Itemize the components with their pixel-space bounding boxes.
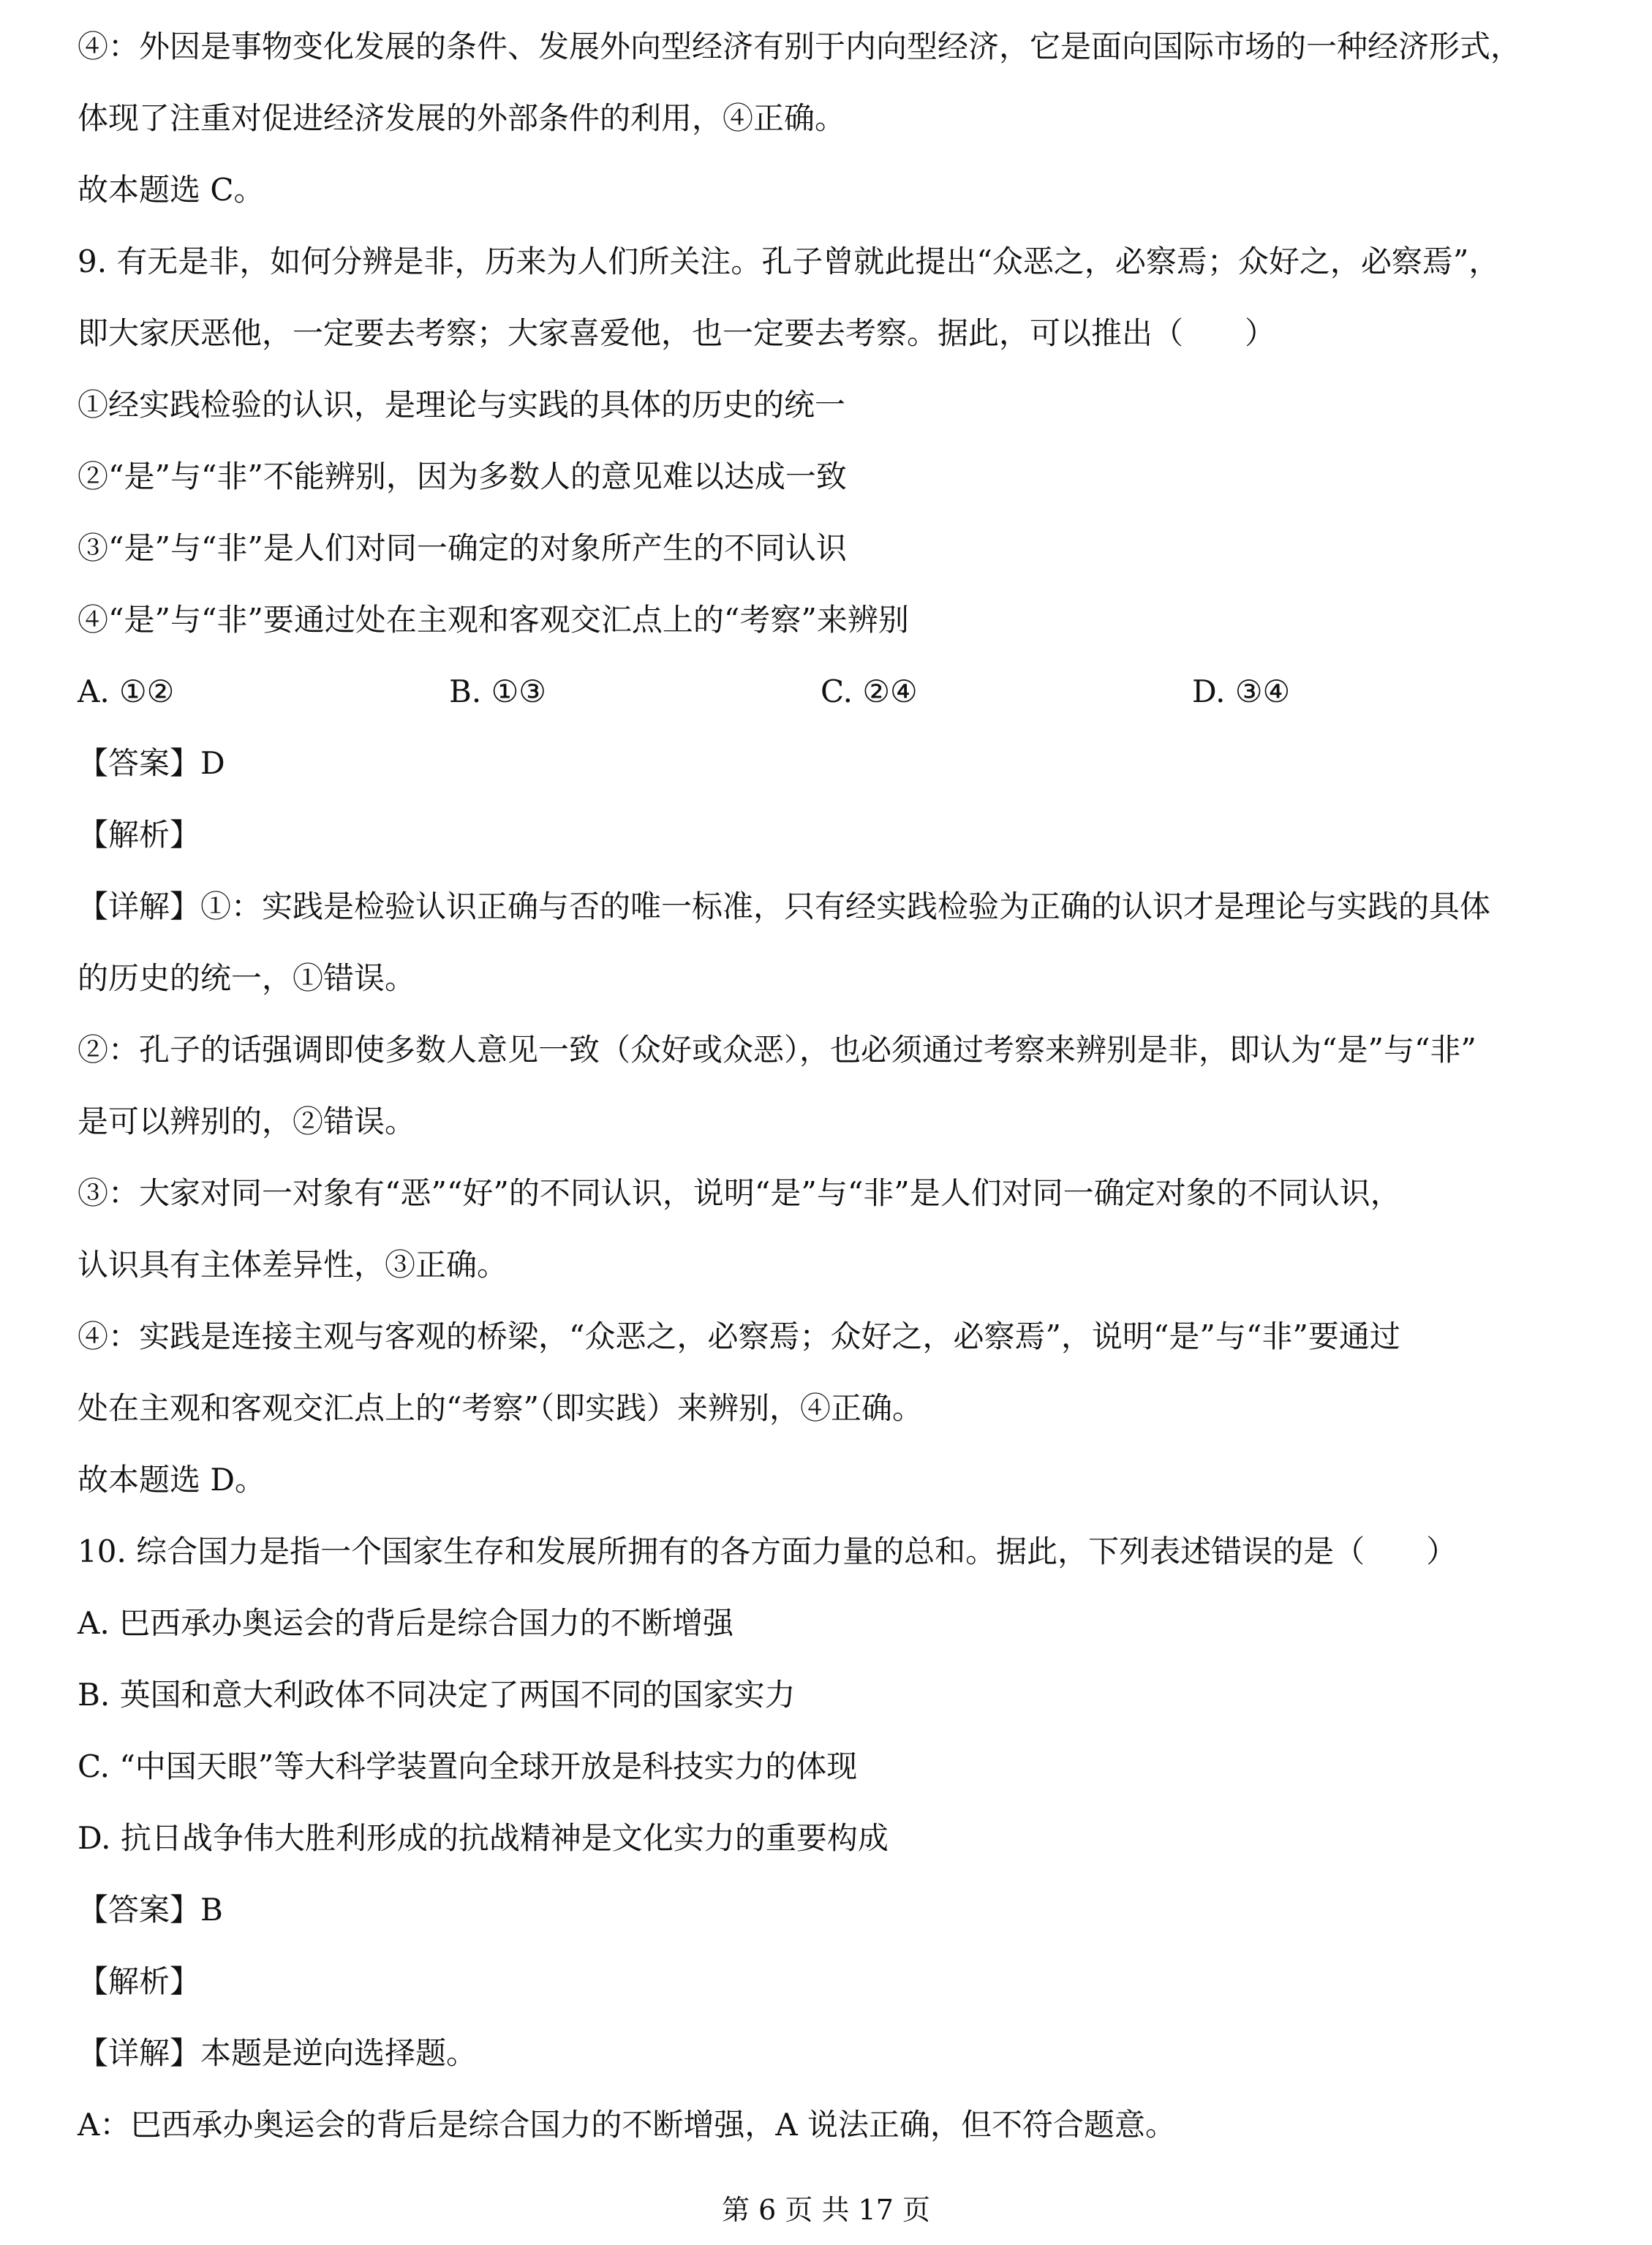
text-line: ④：外因是事物变化发展的条件、发展外向型经济有别于内向型经济，它是面向国际市场的一种经济形式， bbox=[78, 29, 1522, 64]
page-number-footer: 第 6 页 共 17 页 bbox=[722, 2194, 930, 2226]
question-9-statement: ④“是”与“非”要通过处在主观和客观交汇点上的“考察”来辨别 bbox=[78, 602, 909, 638]
question-9-option-d: D. ③④ bbox=[1192, 674, 1291, 709]
explanation-line: 是可以辨别的，②错误。 bbox=[78, 1103, 416, 1139]
question-9-statement: ③“是”与“非”是人们对同一确定的对象所产生的不同认识 bbox=[78, 530, 847, 566]
answer-label: 【答案】D bbox=[78, 745, 225, 781]
explanation-line: ④：实践是连接主观与客观的桥梁，“众恶之，必察焉；众好之，必察焉”，说明“是”与“非”要通过 bbox=[78, 1318, 1400, 1354]
question-9-option-c: C. ②④ bbox=[821, 674, 918, 709]
question-10-option-a: A. 巴西承办奥运会的背后是综合国力的不断增强 bbox=[78, 1605, 734, 1641]
question-9-statement: ①经实践检验的认识，是理论与实践的具体的历史的统一 bbox=[78, 387, 846, 423]
text-line: 故本题选 D。 bbox=[78, 1462, 266, 1498]
analysis-label: 【解析】 bbox=[78, 1963, 201, 1999]
question-9-option-a: A. ①② bbox=[78, 674, 175, 709]
explanation-line: ③：大家对同一对象有“恶”“好”的不同认识，说明“是”与“非”是人们对同一确定对象的不同认识， bbox=[78, 1175, 1401, 1211]
question-10-stem: 10. 综合国力是指一个国家生存和发展所拥有的各方面力量的总和。据此，下列表述错误的是（ ） bbox=[78, 1533, 1457, 1569]
explanation-line: 【详解】本题是逆向选择题。 bbox=[78, 2035, 478, 2071]
explanation-line: 认识具有主体差异性，③正确。 bbox=[78, 1247, 508, 1283]
question-9-stem: 9. 有无是非，如何分辨是非，历来为人们所关注。孔子曾就此提出“众恶之，必察焉；众好之，必察焉”， bbox=[78, 244, 1500, 279]
question-9-option-b: B. ①③ bbox=[449, 674, 546, 709]
text-line: 体现了注重对促进经济发展的外部条件的利用，④正确。 bbox=[78, 100, 846, 136]
question-10-option-c: C. “中国天眼”等大科学装置向全球开放是科技实力的体现 bbox=[78, 1748, 858, 1784]
question-9-stem: 即大家厌恶他，一定要去考察；大家喜爱他，也一定要去考察。据此，可以推出（ ） bbox=[78, 315, 1276, 351]
analysis-label: 【解析】 bbox=[78, 817, 201, 853]
question-9-statement: ②“是”与“非”不能辨别，因为多数人的意见难以达成一致 bbox=[78, 459, 847, 494]
question-10-option-b: B. 英国和意大利政体不同决定了两国不同的国家实力 bbox=[78, 1677, 796, 1713]
explanation-line: ②：孔子的话强调即使多数人意见一致（众好或众恶），也必须通过考察来辨别是非，即认为“是”与“非” bbox=[78, 1032, 1476, 1068]
text-line: 故本题选 C。 bbox=[78, 172, 265, 208]
answer-label: 【答案】B bbox=[78, 1892, 223, 1928]
explanation-line: 【详解】①：实践是检验认识正确与否的唯一标准，只有经实践检验为正确的认识才是理论与实践的具体 bbox=[78, 888, 1491, 924]
question-10-option-d: D. 抗日战争伟大胜利形成的抗战精神是文化实力的重要构成 bbox=[78, 1820, 889, 1856]
explanation-line: 的历史的统一，①错误。 bbox=[78, 960, 416, 996]
explanation-line: A：巴西承办奥运会的背后是综合国力的不断增强，A 说法正确，但不符合题意。 bbox=[78, 2107, 1177, 2143]
explanation-line: 处在主观和客观交汇点上的“考察”（即实践）来辨别，④正确。 bbox=[78, 1390, 923, 1426]
